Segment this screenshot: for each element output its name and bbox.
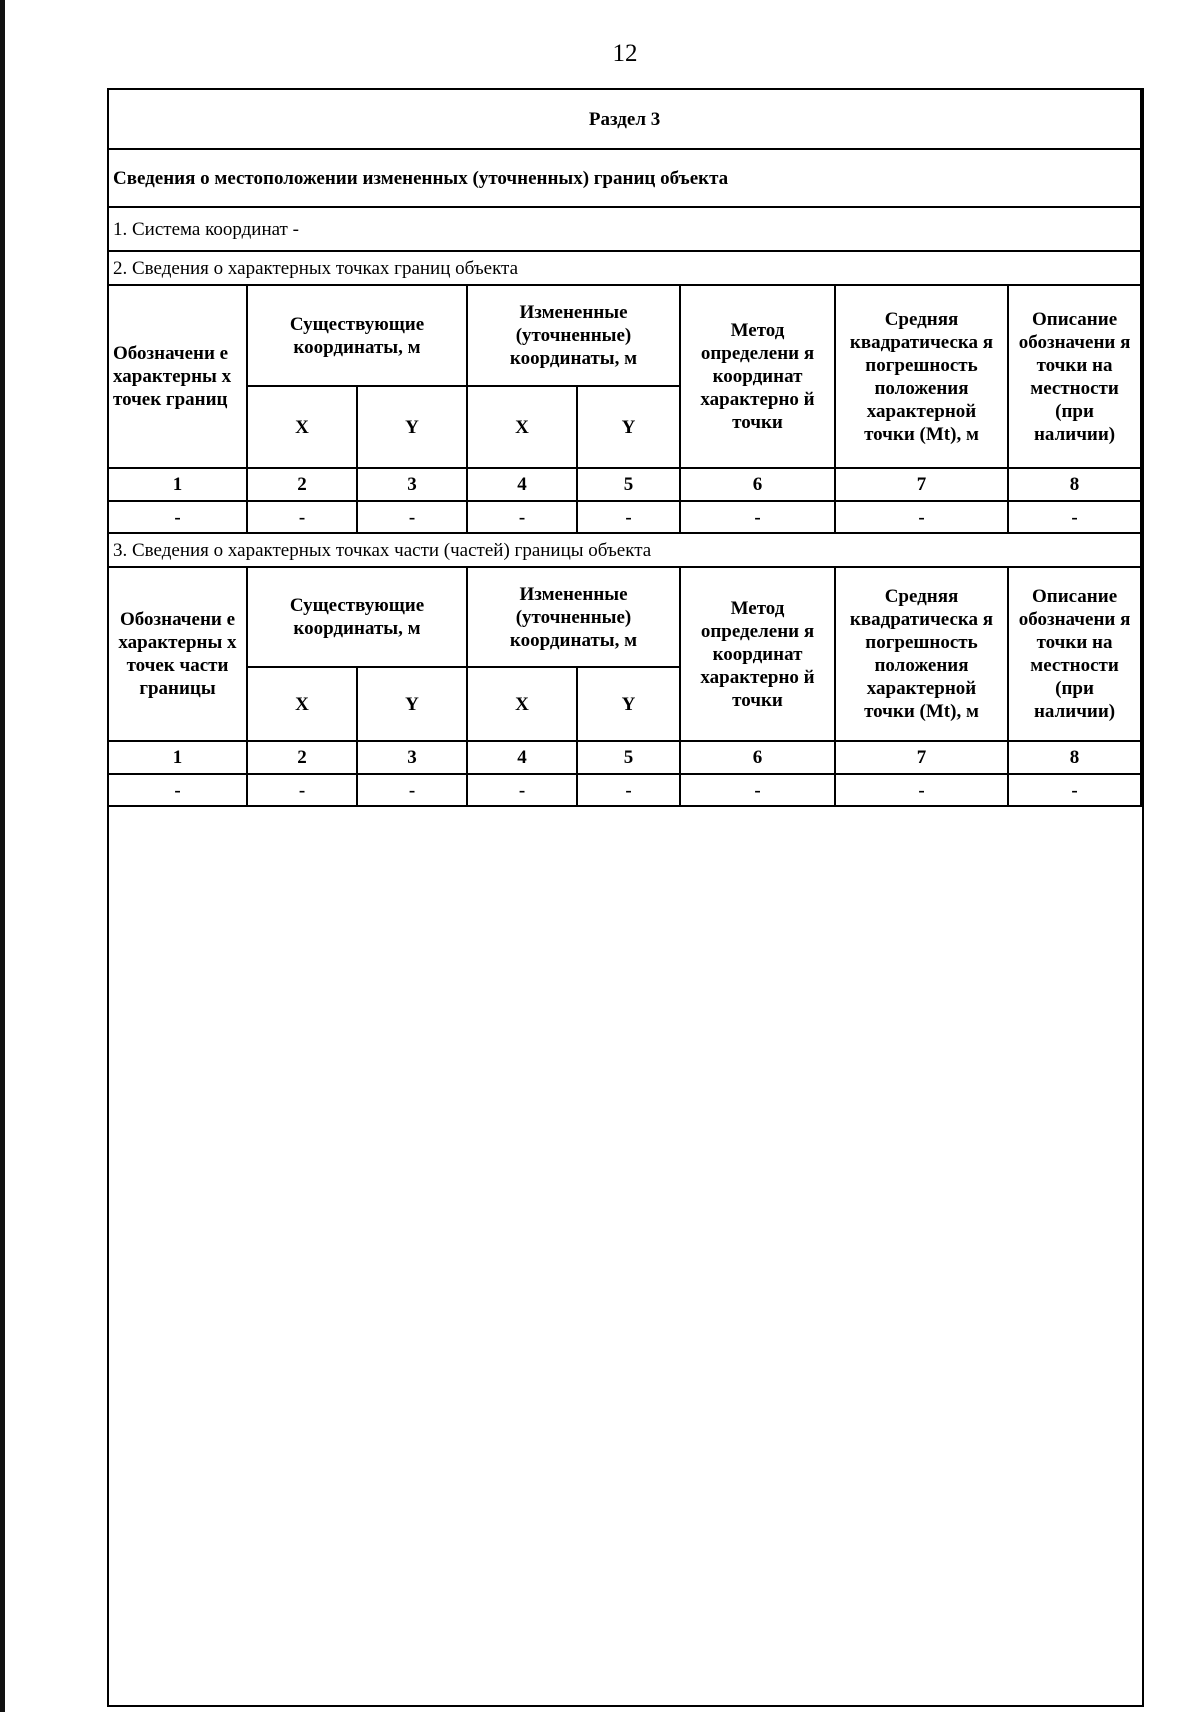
points-column-numbers-row xyxy=(108,468,1141,501)
table-cell: - xyxy=(467,501,577,533)
parts-error-header: Средняя квадратическа я погрешность положения характерной точки (Mt), м xyxy=(835,567,1008,741)
parts-col-number: 1 xyxy=(108,741,247,774)
parts-changed-x: X xyxy=(467,667,577,741)
parts-existing-y: Y xyxy=(357,667,467,741)
parts-header-row xyxy=(108,567,1141,667)
points-description-header: Описание обозначени я точки на местности (при наличии) xyxy=(1008,285,1141,468)
parts-changed-y: Y xyxy=(577,667,680,741)
parts-description-header: Описание обозначени я точки на местности (при наличии) xyxy=(1008,567,1141,741)
points-method-header: Метод определени я координат характерно й точки xyxy=(680,285,835,468)
parts-heading-row xyxy=(108,533,1141,567)
table-cell: - xyxy=(247,501,357,533)
parts-designation-header: Обозначени е характерны х точек части границы xyxy=(108,567,247,741)
points-designation-header: Обозначени е характерны х точек границ xyxy=(108,285,247,468)
table-cell: - xyxy=(108,774,247,806)
table-cell: - xyxy=(357,501,467,533)
table-cell: - xyxy=(357,774,467,806)
points-header-row xyxy=(108,285,1141,386)
parts-heading: 3. Сведения о характерных точках части (частей) границы объекта xyxy=(108,533,1141,567)
points-col-number: 8 xyxy=(1008,468,1141,501)
parts-col-number: 4 xyxy=(467,741,577,774)
table-cell: - xyxy=(108,501,247,533)
table-cell: - xyxy=(1008,774,1141,806)
parts-col-number: 6 xyxy=(680,741,835,774)
section-title-row xyxy=(108,89,1141,149)
points-data-row xyxy=(108,501,1141,533)
parts-col-number: 7 xyxy=(835,741,1008,774)
parts-existing-x: X xyxy=(247,667,357,741)
parts-existing-header: Существующие координаты, м xyxy=(247,567,467,667)
parts-col-number: 5 xyxy=(577,741,680,774)
section-subtitle-row xyxy=(108,149,1141,207)
table-cell: - xyxy=(577,774,680,806)
table-cell: - xyxy=(577,501,680,533)
table-cell: - xyxy=(247,774,357,806)
points-col-number: 5 xyxy=(577,468,680,501)
coordinate-system-row xyxy=(108,207,1141,251)
table-cell: - xyxy=(680,774,835,806)
points-changed-x: X xyxy=(467,386,577,468)
points-col-number: 4 xyxy=(467,468,577,501)
parts-data-row xyxy=(108,774,1141,806)
parts-col-number: 8 xyxy=(1008,741,1141,774)
parts-method-header: Метод определени я координат характерно й точки xyxy=(680,567,835,741)
points-changed-header: Измененные (уточненные) координаты, м xyxy=(467,285,680,386)
parts-col-number: 2 xyxy=(247,741,357,774)
points-col-number: 7 xyxy=(835,468,1008,501)
parts-col-number: 3 xyxy=(357,741,467,774)
table-cell: - xyxy=(835,774,1008,806)
parts-changed-header: Измененные (уточненные) координаты, м xyxy=(467,567,680,667)
table-cell: - xyxy=(1008,501,1141,533)
coordinate-system: 1. Система координат - xyxy=(108,207,1141,251)
table-cell: - xyxy=(835,501,1008,533)
points-heading: 2. Сведения о характерных точках границ объекта xyxy=(108,251,1141,285)
parts-column-numbers-row xyxy=(108,741,1141,774)
section-3-table xyxy=(107,88,1142,807)
points-changed-y: Y xyxy=(577,386,680,468)
points-col-number: 3 xyxy=(357,468,467,501)
points-existing-x: X xyxy=(247,386,357,468)
table-cell: - xyxy=(467,774,577,806)
section-subtitle: Сведения о местоположении измененных (уточненных) границ объекта xyxy=(108,149,1141,207)
points-existing-header: Существующие координаты, м xyxy=(247,285,467,386)
points-existing-y: Y xyxy=(357,386,467,468)
section-title: Раздел 3 xyxy=(108,89,1141,149)
points-col-number: 2 xyxy=(247,468,357,501)
table-cell: - xyxy=(680,501,835,533)
points-error-header: Средняя квадратическа я погрешность положения характерной точки (Mt), м xyxy=(835,285,1008,468)
scan-edge xyxy=(0,0,5,1712)
points-heading-row xyxy=(108,251,1141,285)
points-col-number: 6 xyxy=(680,468,835,501)
points-col-number: 1 xyxy=(108,468,247,501)
page-number: 12 xyxy=(612,40,638,67)
